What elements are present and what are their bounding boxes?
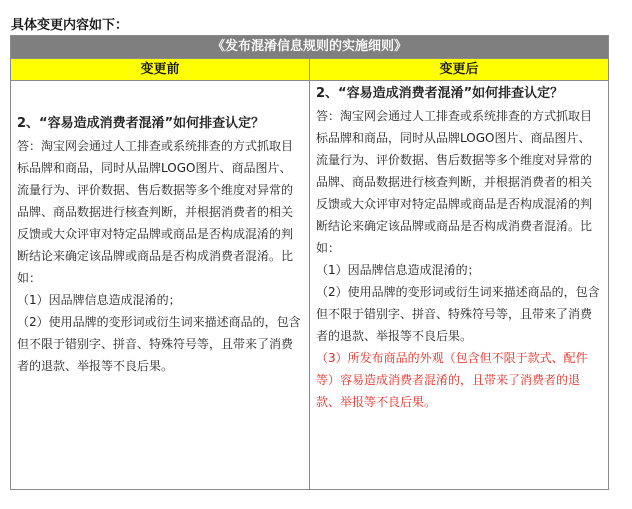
after-item-3-added: （3）所发布商品的外观（包含但不限于款式、配件等）容易造成消费者混淆的，且带来了消费者的退款、举报等不良后果。 — [316, 351, 588, 409]
column-header-before: 变更前 — [11, 59, 310, 81]
before-item-1: （1）因品牌信息造成混淆的； — [17, 293, 181, 307]
rule-change-table — [10, 35, 609, 490]
before-answer: 答：淘宝网会通过人工排查或系统排查的方式抓取目标品牌和商品，同时从品牌LOGO图片、商品图片、流量行为、评价数据、售后数据等多个维度对异常的品牌、商品数据进行核查判断，并根据消费者的相关反馈或大众评审对特定品牌或商品是否构成混淆的判断结论来确定该品牌或商品是否构成消费者混淆。比如： — [17, 139, 294, 285]
after-answer: 答：淘宝网会通过人工排查或系统排查的方式抓取目标品牌和商品，同时从品牌LOGO图片、商品图片、流量行为、评价数据、售后数据等多个维度对异常的品牌、商品数据进行核查判断，并根据消费者的相关反馈或大众评审对特定品牌或商品是否构成混淆的判断结论来确定该品牌或商品是否构成消费者混淆。比如： — [316, 109, 593, 255]
before-question: 2、“容易造成消费者混淆”如何排查认定？ — [17, 116, 265, 131]
column-header-row — [11, 59, 609, 81]
column-header-after: 变更后 — [310, 59, 609, 81]
content-row — [11, 81, 609, 490]
after-item-2: （2）使用品牌的变形词或衍生词来描述商品的，包含但不限于错别字、拼音、特殊符号等，且带来了消费者的退款、举报等不良后果。 — [316, 285, 600, 343]
after-question: 2、“容易造成消费者混淆”如何排查认定？ — [316, 86, 564, 101]
intro-heading: 具体变更内容如下： — [11, 18, 129, 33]
after-item-1: （1）因品牌信息造成混淆的； — [316, 263, 480, 277]
before-cell — [11, 81, 310, 490]
after-cell — [310, 81, 609, 490]
table-title: 《发布混淆信息规则的实施细则》 — [11, 36, 609, 59]
table-title-row — [11, 36, 609, 59]
before-item-2: （2）使用品牌的变形词或衍生词来描述商品的，包含但不限于错别字、拼音、特殊符号等，且带来了消费者的退款、举报等不良后果。 — [17, 315, 301, 373]
